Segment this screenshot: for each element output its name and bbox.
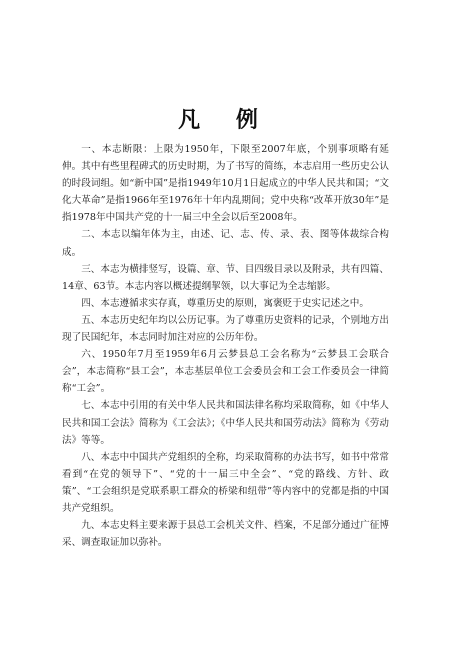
paragraph-2: 二、本志以编年体为主，由述、记、志、传、录、表、图等体裁综合构成。 — [62, 229, 389, 258]
paragraph-1: 一、本志断限：上限为1950年，下限至2007年底，个别事项略有延伸。其中有些里程碑式的历史时期，为了书写的简练，本志启用一些历史公认的时段词组。如“新中国”是指1949年10月1日起成立的中华人民共和国；“文化大革命”是指1966年至1976年十年内乱期间；党中央称“改革开放30年”是指1978年中国共产党的十一届三中全会以后至2008年。 — [62, 144, 389, 224]
document-body — [62, 141, 389, 551]
paragraph-6: 六、1950年7月至1959年6月云梦县总工会名称为“云梦县工会联合会”，本志简称“县工会”，本志基层单位工会委员会和工会工作委员会一律简称“工会”。 — [62, 349, 389, 395]
paragraph-8: 八、本志中中国共产党组织的全称，均采取简称的办法书写，如书中常常看到“在党的领导下”、“党的十一届三中全会”、“党的路线、方针、政策”、“工会组织是党联系职工群众的桥梁和纽带”等内容中的党都是指的中国共产党组织。 — [62, 451, 389, 514]
paragraph-7: 七、本志中引用的有关中华人民共和国法律名称均采取简称，如《中华人民共和国工会法》简称为《工会法》；《中华人民共和国劳动法》简称为《劳动法》等等。 — [62, 400, 389, 446]
paragraph-4: 四、本志遵循求实存真，尊重历史的原则，寓褒贬于史实记述之中。 — [81, 297, 369, 309]
paragraph-5: 五、本志历史纪年均以公历记事。为了尊重历史资料的记录，个别地方出现了民国纪年，本志同时加注对应的公历年份。 — [62, 314, 389, 344]
paragraph-3: 三、本志为横排竖写，设篇、章、节、目四级目录以及附录，共有四篇、14章、63节。本志内容以概述提纲挈领，以大事记为全志缩影。 — [62, 263, 389, 292]
paragraph-9: 九、本志史料主要来源于县总工会机关文件、档案，不足部分通过广征博采、调查取证加以弥补。 — [62, 520, 389, 549]
page-title: 凡 例 — [178, 106, 272, 133]
